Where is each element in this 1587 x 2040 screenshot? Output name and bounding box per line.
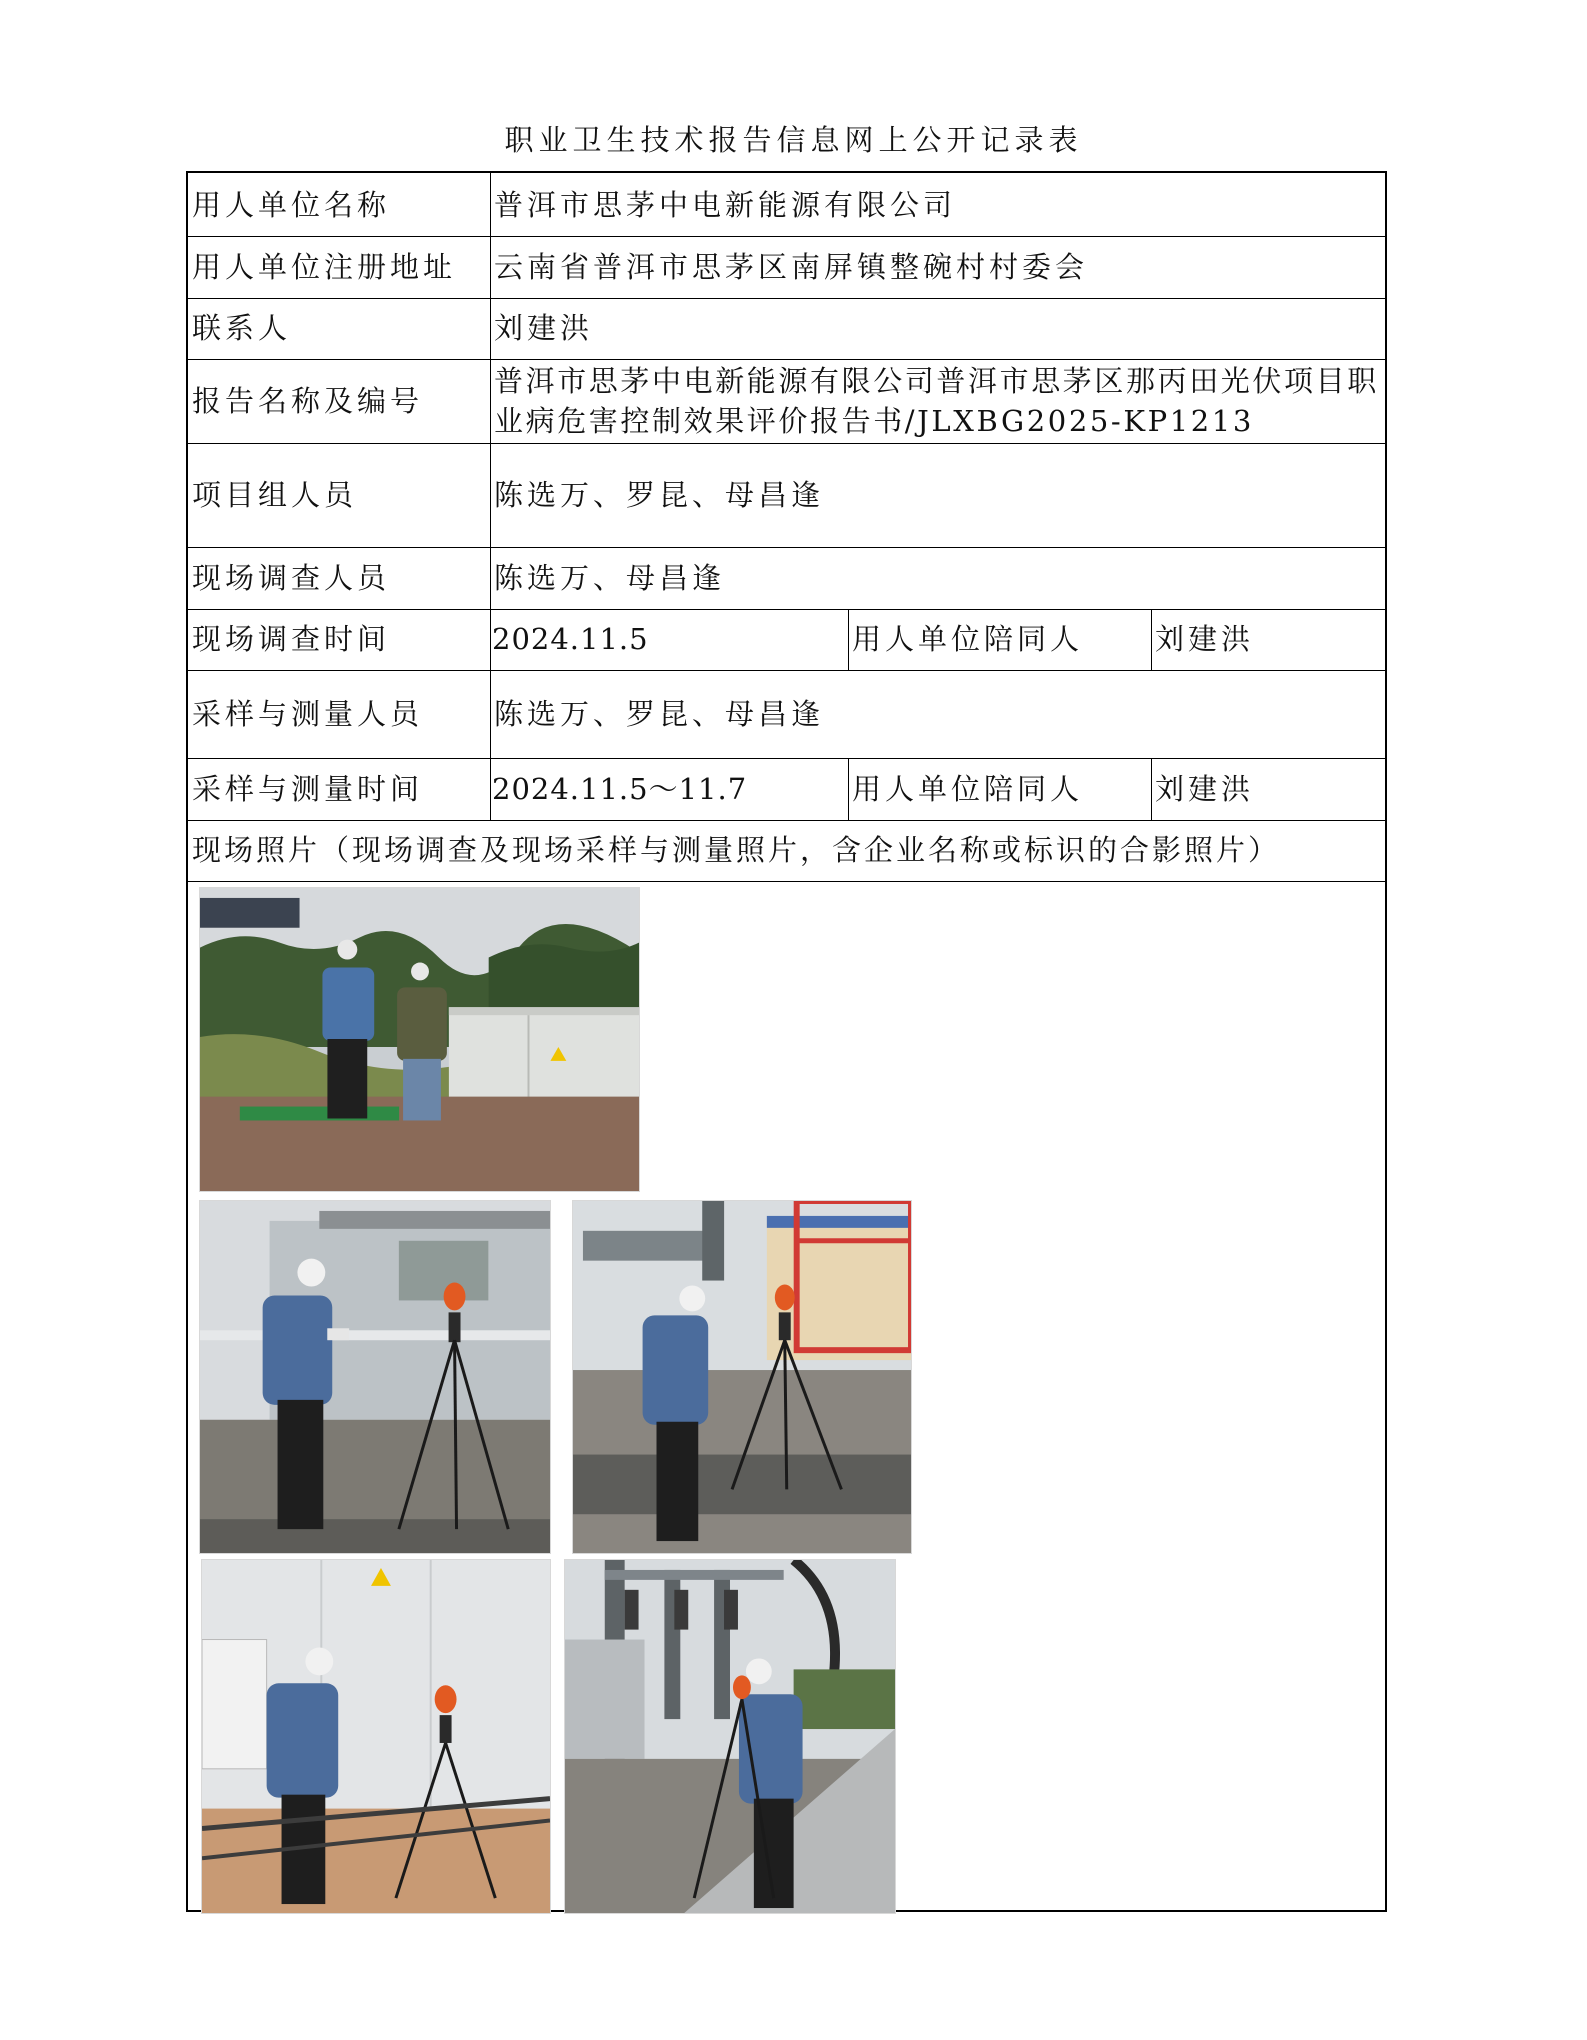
sampling-time-label: 采样与测量时间 <box>192 772 424 806</box>
sampling-time-value: 2024.11.5～11.7 <box>492 772 748 806</box>
row-divider <box>188 547 1385 548</box>
report-label: 报告名称及编号 <box>192 384 424 418</box>
contact-label: 联系人 <box>192 311 292 345</box>
survey-staff-value: 陈选万、母昌逢 <box>494 561 726 595</box>
row-divider <box>188 758 1385 759</box>
survey-escort-label: 用人单位陪同人 <box>852 622 1084 656</box>
row-divider <box>188 236 1385 237</box>
contact-value: 刘建洪 <box>494 311 594 345</box>
page-title: 职业卫生技术报告信息网上公开记录表 <box>504 123 1083 157</box>
photos-label: 现场照片（现场调查及现场采样与测量照片，含企业名称或标识的合影照片） <box>192 833 1281 867</box>
column-divider <box>490 173 491 820</box>
employer-name-label: 用人单位名称 <box>192 188 391 222</box>
employer-address-label: 用人单位注册地址 <box>192 250 457 284</box>
employer-name-value: 普洱市思茅中电新能源有限公司 <box>494 188 957 222</box>
site-photo-measurement-wall <box>201 1559 551 1914</box>
row-divider <box>188 881 1385 882</box>
sampling-staff-label: 采样与测量人员 <box>192 697 424 731</box>
site-photo-measurement-switchgear <box>564 1559 896 1914</box>
site-photo-group <box>199 887 640 1192</box>
site-photo-measurement-cabinet <box>199 1200 551 1554</box>
report-value-line1: 普洱市思茅中电新能源有限公司普洱市思茅区那丙田光伏项目职 <box>494 364 1379 398</box>
survey-time-value: 2024.11.5 <box>492 622 649 656</box>
column-divider <box>1151 609 1152 670</box>
row-divider <box>188 359 1385 360</box>
sampling-staff-value: 陈选万、罗昆、母昌逢 <box>494 697 825 731</box>
employer-address-value: 云南省普洱市思茅区南屏镇整碗村村委会 <box>494 250 1089 284</box>
project-team-value: 陈选万、罗昆、母昌逢 <box>494 478 825 512</box>
survey-escort-value: 刘建洪 <box>1155 622 1255 656</box>
survey-staff-label: 现场调查人员 <box>192 561 391 595</box>
column-divider <box>848 758 849 820</box>
row-divider <box>188 443 1385 444</box>
site-photo-measurement-substation <box>572 1200 912 1554</box>
report-value-line2: 业病危害控制效果评价报告书/JLXBG2025-KP1213 <box>494 404 1254 438</box>
survey-time-label: 现场调查时间 <box>192 622 391 656</box>
row-divider <box>188 298 1385 299</box>
row-divider <box>188 670 1385 671</box>
column-divider <box>1151 758 1152 820</box>
sampling-escort-value: 刘建洪 <box>1155 772 1255 806</box>
column-divider <box>848 609 849 670</box>
row-divider <box>188 820 1385 821</box>
row-divider <box>188 609 1385 610</box>
sampling-escort-label: 用人单位陪同人 <box>852 772 1084 806</box>
project-team-label: 项目组人员 <box>192 478 358 512</box>
record-form <box>186 171 1387 1912</box>
